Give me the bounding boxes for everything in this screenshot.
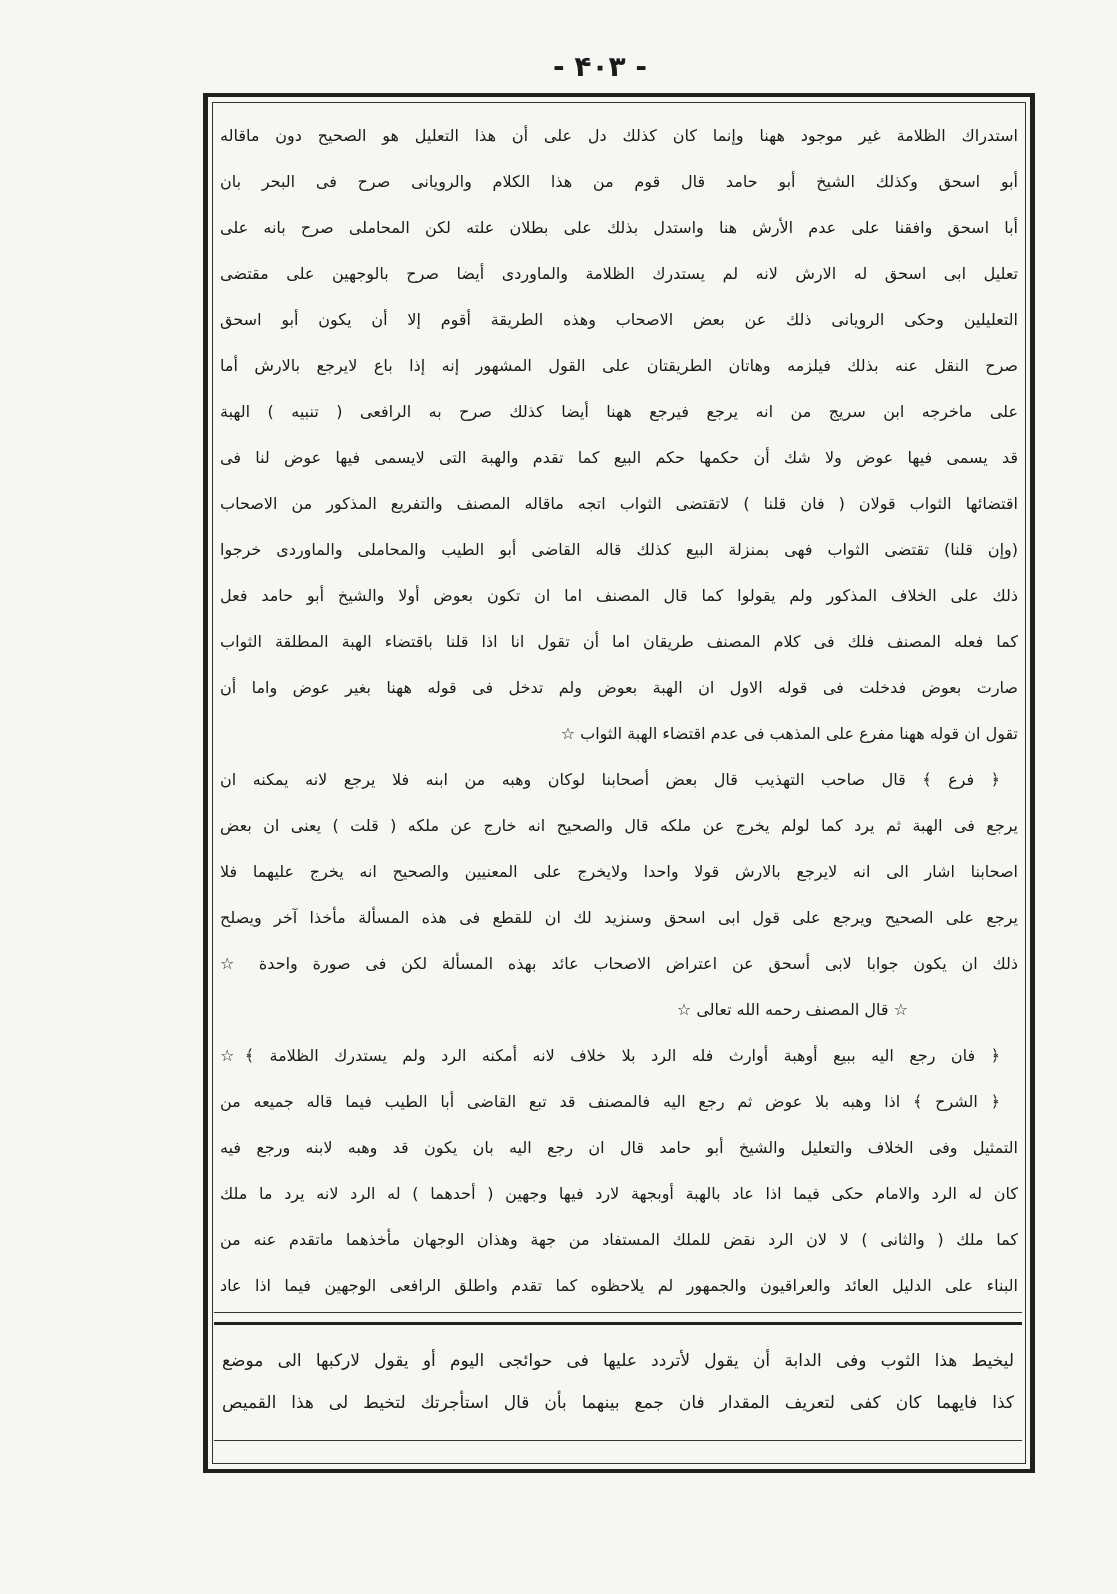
text-line: اقتضائها الثواب قولان ( فان قلنا ) لاتقتضى الثواب اتجه ماقاله المصنف والتفريع المذكور من الاصحاب (220, 494, 1018, 513)
footnote-line: كذا فايهما كان كفى لتعريف المقدار فان جمع بينهما بأن قال استأجرتك لتخيط لى هذا القميص (222, 1393, 1014, 1413)
text-line: ﴿ فرع ﴾ قال صاحب التهذيب قال بعض أصحابنا لوكان وهبه من ابنه فلا يرجع لانه يمكنه ان (220, 770, 1000, 789)
text-line: (وإن قلنا) تقتضى الثواب فهى بمنزلة البيع كذلك قاله القاضى أبو الطيب والمحاملى والماوردى خرجوا (220, 540, 1018, 559)
footnote-separator-thick (214, 1322, 1022, 1325)
text-line: ﴿ الشرح ﴾ اذا وهبه بلا عوض ثم رجع اليه فالمصنف قد تبع القاضى أبا الطيب فيما قاله جميعه من (220, 1092, 1000, 1111)
text-line: ﴿ فان رجع اليه ببيع أوهبة أوارث فله الرد بلا خلاف لانه أمكنه الرد ولم يستدرك الظلامة ﴾☆ (220, 1046, 1000, 1065)
text-line: اصحابنا اشار الى انه لايرجع بالارش قولا واحدا ولايخرج على المعنيين والصحيح انه يخرج عليهما فلا (220, 862, 1018, 881)
text-line: تقول ان قوله ههنا مفرع على المذهب فى عدم اقتضاء الهبة الثواب ☆ (560, 724, 1018, 743)
text-line: صارت بعوض فدخلت فى قوله الاول ان الهبة بعوض ولم تدخل فى قوله ههنا بغير عوض واما أن (220, 678, 1018, 697)
text-line: التعليلين وحكى الرويانى ذلك عن بعض الاصحاب وهذه الطريقة أقوم إلا أن يكون أبو اسحق (220, 310, 1018, 329)
text-line: أبا اسحق وافقنا على عدم الأرش هنا واستدل بذلك على بطلان علته لكن المحاملى صرح بانه على (220, 218, 1018, 237)
text-line: صرح النقل عنه بذلك فيلزمه وهاتان الطريقتان على القول المشهور إنه إذا باع لايرجع بالارش أما (220, 356, 1018, 375)
text-line: تعليل ابى اسحق له الارش لانه لم يستدرك الظلامة والماوردى أيضا صرح بالوجهين على مقتضى (220, 264, 1018, 283)
page-number: - ۴۰۳ - (552, 50, 647, 83)
text-line: يرجع على الصحيح ويرجع على قول ابى اسحق وسنزيد لك ان للقطع فى هذه المسألة مأخذا آخر ويصلح (220, 908, 1018, 927)
text-line: كما ملك ( والثانى ) لا لان الرد نقض للملك المستفاد من جهة وهذان الوجهان مأخذهما ماتقدم عنه من (220, 1230, 1018, 1249)
footnote-line: ليخيط هذا الثوب وفى الدابة أن يقول لأتردد عليها فى حوائجى اليوم أو يقول لاركبها الى موضع (222, 1351, 1014, 1371)
text-line: ذلك على الخلاف المذكور ولم يقولوا كما قال المصنف اما ان تكون بعوض أولا والشيخ أبو حامد فعل (220, 586, 1018, 605)
bottom-rule (214, 1440, 1022, 1441)
section-heading: ☆ قال المصنف رحمه الله تعالى ☆ (676, 1000, 908, 1019)
text-line: يرجع فى الهبة ثم يرد كما لولم يخرج عن ملكه قال والصحيح انه خارج عن ملكه ( قلت ) يعنى ان بعض (220, 816, 1018, 835)
text-line: استدراك الظلامة غير موجود ههنا وإنما كان كذلك دل على أن هذا التعليل هو الصحيح دون ماقاله (220, 126, 1018, 145)
text-line: البناء على الدليل العائد والعراقيون والجمهور لم يلاحظوه كما تقدم واطلق الرافعى الوجهين فيما اذا عاد (220, 1276, 1018, 1295)
text-line: كان له الرد والامام حكى فيما اذا عاد بالهبة أوبجهة لارد فيها وجهين ( أحدهما ) له الرد لانه يرد ما ملك (220, 1184, 1018, 1203)
text-line: على ماخرجه ابن سريج من انه يرجع فيرجع ههنا أيضا كذلك صرح به الرافعى ( تنبيه ) الهبة (220, 402, 1018, 421)
text-line: أبو اسحق وكذلك الشيخ أبو حامد قال قوم من هذا الكلام والرويانى صرح فى البحر بان (220, 172, 1018, 191)
text-line: قد يسمى فيها عوض ولا شك أن حكمها حكم البيع كما تقدم والهبة التى لايسمى فيها عوض لنا فى (220, 448, 1018, 467)
footnote-separator (214, 1312, 1022, 1313)
text-line: كما فعله المصنف فلك فى كلام المصنف طريقان اما أن تقول انا اذا قلنا باقتضاء الهبة المطلقة الثواب (220, 632, 1018, 651)
text-line: التمثيل وفى الخلاف والتعليل والشيخ أبو حامد قال ان رجع اليه بان يكون قد وهبه لابنه ورجع فيه (220, 1138, 1018, 1157)
footnote-block (222, 1340, 1014, 1424)
text-line: ذلك ان يكون جوابا لابى أسحق عن اعتراض الاصحاب عائد بهذه المسألة لكن فى صورة واحدة ☆ (220, 954, 1018, 973)
main-text-block (220, 113, 1018, 1309)
